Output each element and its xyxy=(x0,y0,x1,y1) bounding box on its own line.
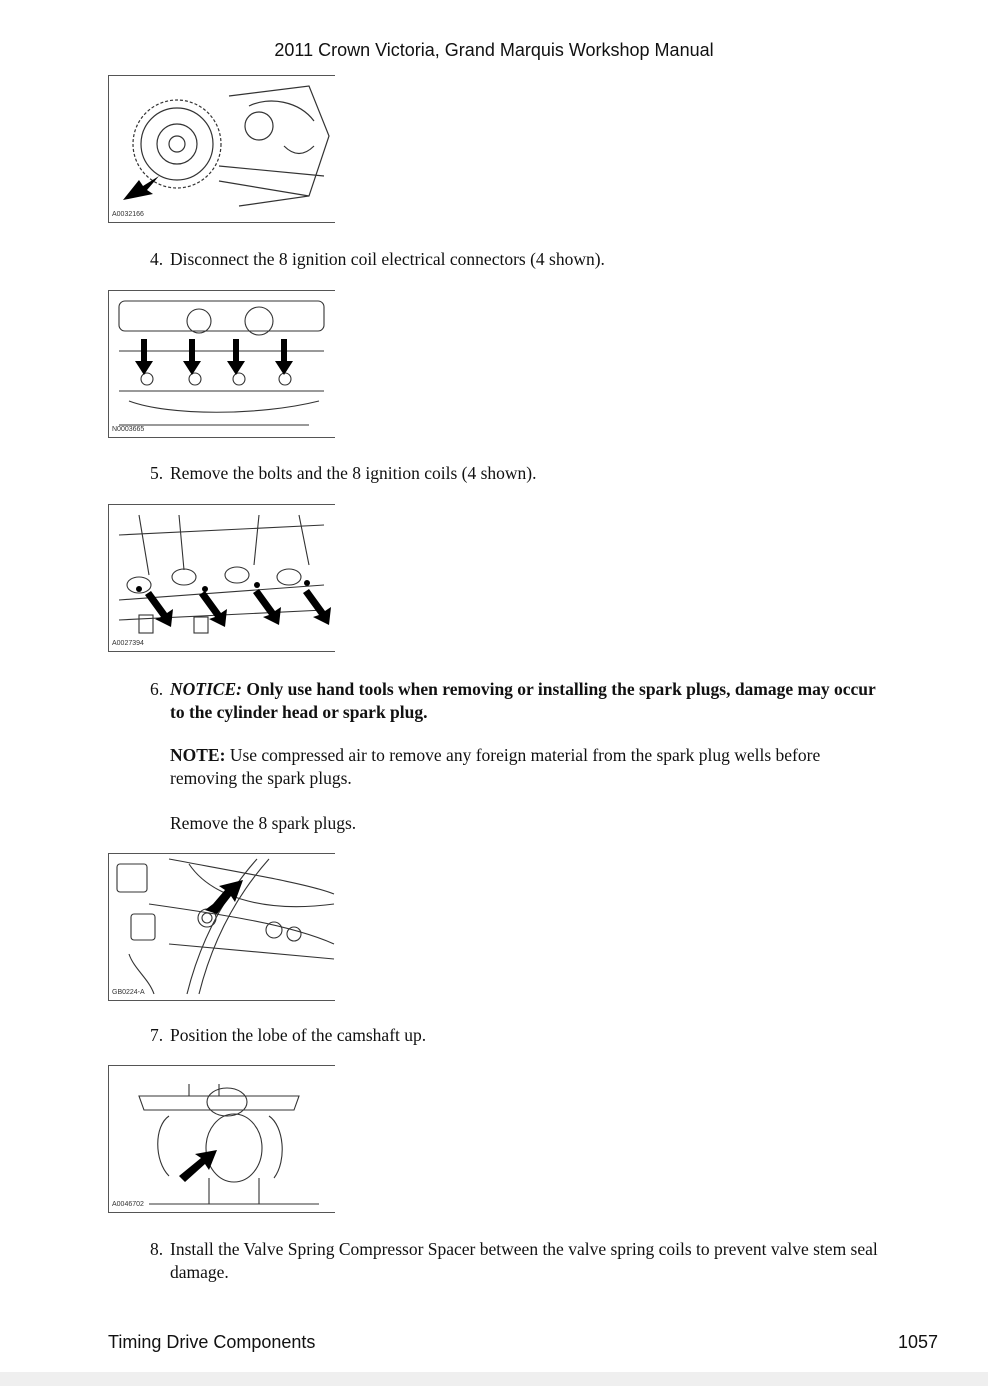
page-header: 2011 Crown Victoria, Grand Marquis Workshop Manual xyxy=(274,40,714,60)
ignition-connectors-illustration xyxy=(109,291,335,437)
figure-camshaft-lobe xyxy=(108,1065,335,1213)
step-8-cont: damage. xyxy=(170,1262,229,1282)
step-7: 7. Position the lobe of the camshaft up. xyxy=(150,1025,427,1045)
sprocket-illustration xyxy=(109,76,335,222)
figure-id: A0032166 xyxy=(112,211,144,218)
figure-camshaft-sprocket xyxy=(108,75,335,223)
step-4: 4. Disconnect the 8 ignition coil electrical connectors (4 shown). xyxy=(150,249,605,269)
step-6-action: Remove the 8 spark plugs. xyxy=(170,813,357,833)
spark-plug-illustration xyxy=(109,854,335,1000)
figure-id: GB0224-A xyxy=(112,989,145,996)
figure-id: A0027394 xyxy=(112,640,144,647)
camshaft-lobe-illustration xyxy=(109,1066,335,1212)
figure-id: N0003665 xyxy=(112,426,145,433)
step-6-note: NOTE: Use compressed air to remove any foreign material from the spark plug wells before xyxy=(170,745,821,765)
figure-id: A0046702 xyxy=(112,1201,144,1208)
figure-spark-plug xyxy=(108,853,335,1001)
footer-section-title: Timing Drive Components xyxy=(108,1332,316,1352)
ignition-coils-illustration xyxy=(109,505,335,651)
step-6-notice-cont: to the cylinder head or spark plug. xyxy=(170,702,428,722)
step-6-note-cont: removing the spark plugs. xyxy=(170,768,352,788)
step-8: 8. Install the Valve Spring Compressor Spacer between the valve spring coils to prevent valve stem seal xyxy=(150,1239,878,1259)
page-bottom-edge xyxy=(0,1372,988,1386)
figure-ignition-connectors xyxy=(108,290,335,438)
figure-ignition-coils xyxy=(108,504,335,652)
step-5: 5. Remove the bolts and the 8 ignition coils (4 shown). xyxy=(150,463,537,483)
step-6-notice: 6. NOTICE: Only use hand tools when removing or installing the spark plugs, damage may occur xyxy=(150,679,876,699)
footer-page-number: 1057 xyxy=(897,1332,938,1352)
